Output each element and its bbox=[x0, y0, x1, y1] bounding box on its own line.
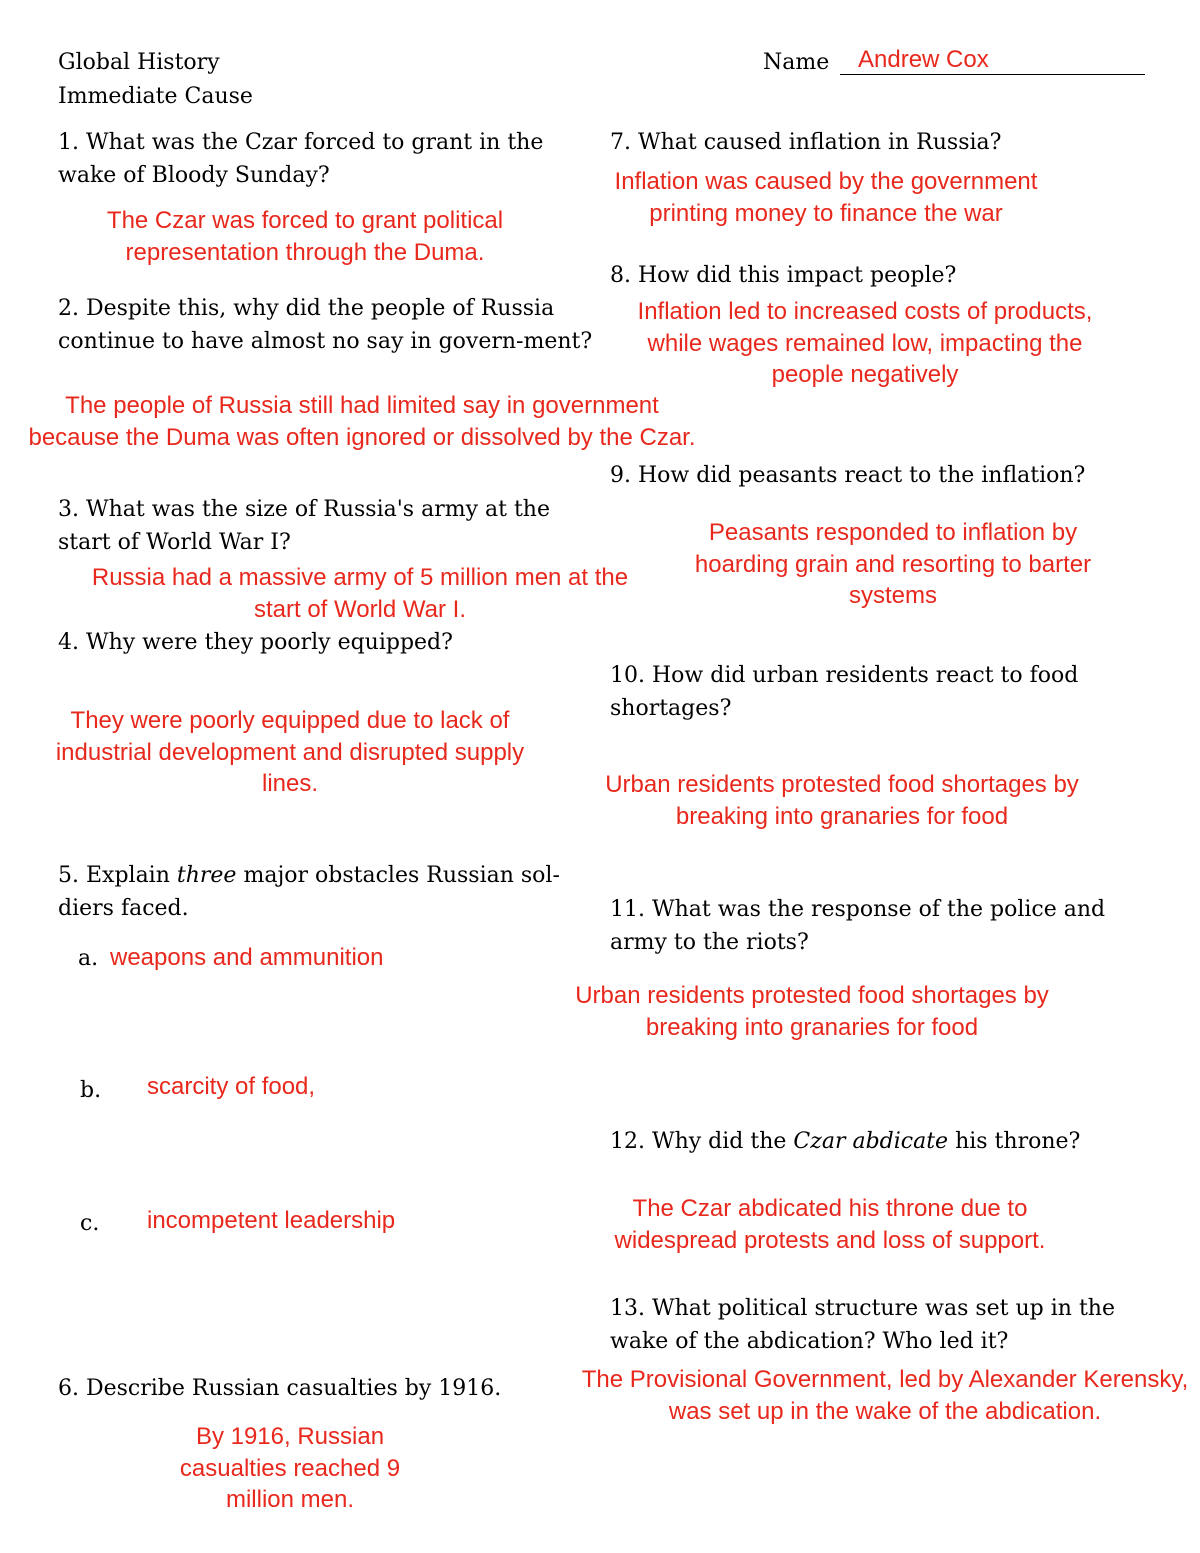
question-12-post: his throne? bbox=[948, 1129, 1081, 1154]
question-1: 1. What was the Czar forced to grant in the wake of Bloody Sunday? bbox=[58, 130, 544, 188]
answer-11: Urban residents protested food shortages by breaking into granaries for food bbox=[575, 982, 1049, 1041]
answer-5b: scarcity of food, bbox=[147, 1073, 316, 1100]
question-9: 9. How did peasants react to the inflation? bbox=[610, 463, 1086, 488]
question-11: 11. What was the response of the police and army to the riots? bbox=[610, 897, 1106, 955]
question-6: 6. Describe Russian casualties by 1916. bbox=[58, 1376, 502, 1401]
answer-1: The Czar was forced to grant political representation through the Duma. bbox=[106, 207, 504, 266]
question-3: 3. What was the size of Russia's army at the start of World War I? bbox=[58, 497, 550, 555]
question-8: 8. How did this impact people? bbox=[610, 263, 957, 288]
answer-5c: incompetent leadership bbox=[147, 1207, 396, 1234]
course-title: Global History bbox=[58, 50, 220, 75]
name-underline bbox=[840, 74, 1145, 75]
name-label: Name bbox=[763, 50, 830, 75]
answer-13: The Provisional Government, led by Alexander Kerensky, was set up in the wake of the abdication. bbox=[581, 1366, 1189, 1425]
question-4: 4. Why were they poorly equipped? bbox=[58, 630, 453, 655]
question-5-post: major obstacles Russian sol-diers faced. bbox=[58, 863, 560, 921]
question-2: 2. Despite this, why did the people of Russia continue to have almost no say in govern-ment? bbox=[58, 296, 593, 354]
answer-3: Russia had a massive army of 5 million men at the start of World War I. bbox=[91, 564, 629, 623]
obstacle-b-label: b. bbox=[80, 1078, 102, 1103]
question-10: 10. How did urban residents react to food shortages? bbox=[610, 663, 1079, 721]
answer-12: The Czar abdicated his throne due to widespread protests and loss of support. bbox=[614, 1195, 1046, 1254]
question-12-emphasis: Czar abdicate bbox=[793, 1129, 949, 1154]
worksheet-subtitle: Immediate Cause bbox=[58, 84, 253, 109]
answer-4: They were poorly equipped due to lack of industrial development and disrupted supply lines. bbox=[55, 707, 525, 797]
answer-10: Urban residents protested food shortages by breaking into granaries for food bbox=[605, 771, 1079, 830]
question-5 bbox=[58, 859, 593, 925]
question-5-emphasis: three bbox=[176, 863, 237, 888]
answer-8: Inflation led to increased costs of products, while wages remained low, impacting the people negatively bbox=[637, 298, 1093, 388]
question-7: 7. What caused inflation in Russia? bbox=[610, 130, 1002, 155]
question-13: 13. What political structure was set up in the wake of the abdication? Who led it? bbox=[610, 1296, 1115, 1354]
answer-6: By 1916, Russian casualties reached 9 million men. bbox=[179, 1423, 401, 1513]
question-5-pre: 5. Explain bbox=[58, 863, 177, 888]
answer-5a: weapons and ammunition bbox=[110, 944, 384, 971]
obstacle-c-label: c. bbox=[80, 1211, 100, 1236]
answer-9: Peasants responded to inflation by hoarding grain and resorting to barter systems bbox=[694, 519, 1092, 609]
student-name: Andrew Cox bbox=[858, 46, 989, 73]
obstacle-a-label: a. bbox=[78, 946, 99, 971]
question-12 bbox=[610, 1125, 1170, 1158]
answer-2: The people of Russia still had limited say in government because the Duma was often ignored or dissolved by the Czar. bbox=[28, 392, 696, 451]
question-12-pre: 12. Why did the bbox=[610, 1129, 794, 1154]
answer-7: Inflation was caused by the government printing money to finance the war bbox=[614, 168, 1038, 227]
